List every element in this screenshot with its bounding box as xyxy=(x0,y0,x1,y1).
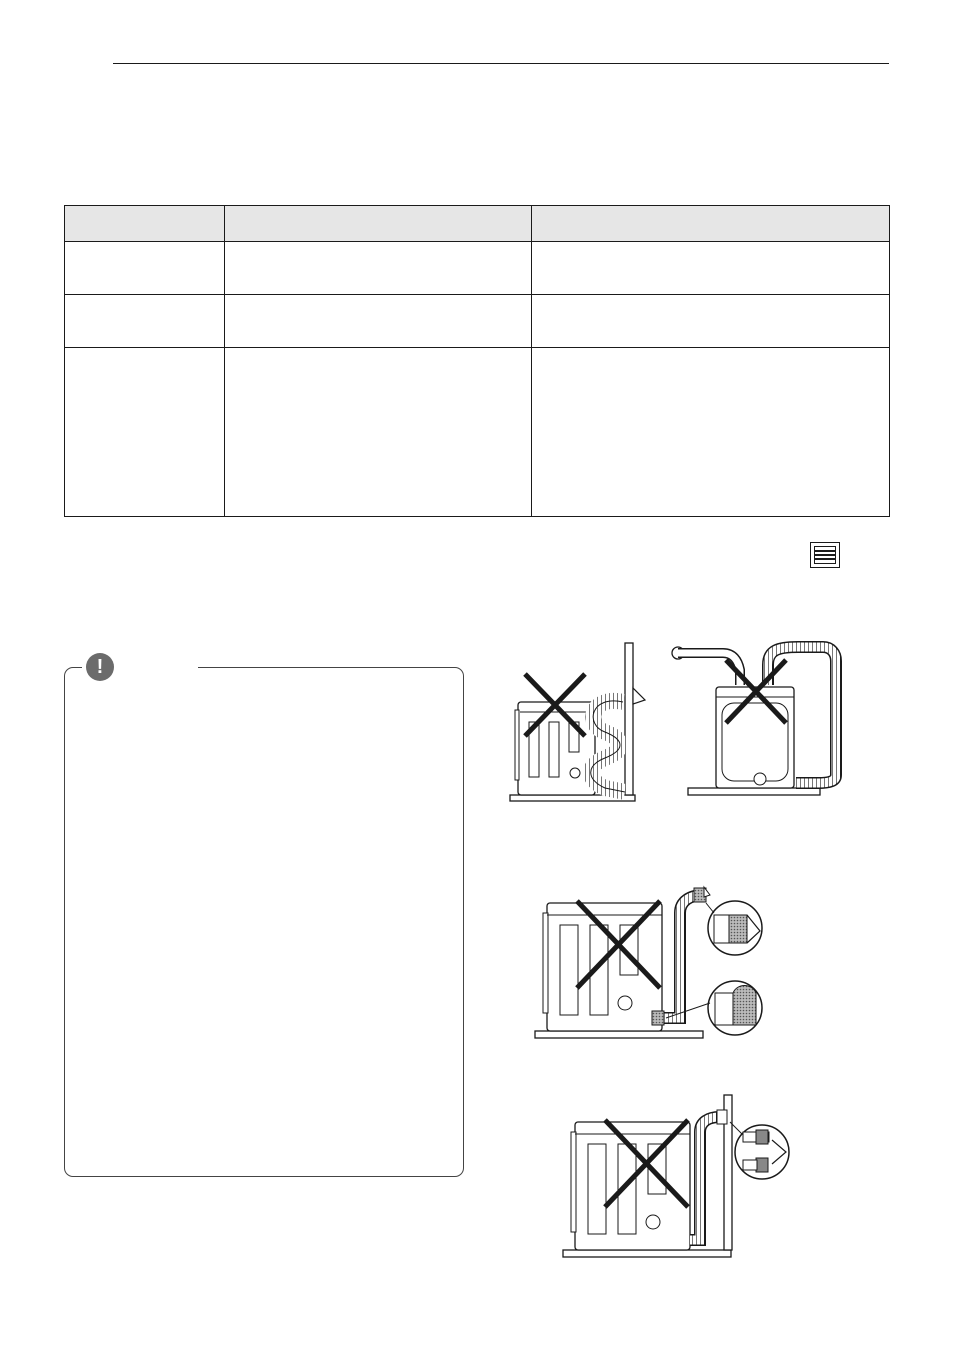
table-cell xyxy=(65,295,225,348)
spec-table xyxy=(64,205,890,517)
table-cell xyxy=(225,295,531,348)
table-row xyxy=(65,348,890,517)
table-header-cell xyxy=(225,206,531,242)
table-cell xyxy=(531,348,889,517)
table-cell xyxy=(65,242,225,295)
header-rule xyxy=(113,63,889,64)
table-cell xyxy=(65,348,225,517)
table-row xyxy=(65,242,890,295)
table-header-cell xyxy=(65,206,225,242)
table-cell xyxy=(531,242,889,295)
table-header-cell xyxy=(531,206,889,242)
exclamation-circle-icon: ! xyxy=(86,653,114,681)
table-header-row xyxy=(65,206,890,242)
figure-crushed-duct-side xyxy=(532,883,772,1043)
table-row xyxy=(65,295,890,348)
table-cell xyxy=(225,242,531,295)
note-box xyxy=(64,667,464,1177)
table-cell xyxy=(531,295,889,348)
figure-accordion-duct xyxy=(505,640,655,805)
menu-lines-icon xyxy=(810,542,840,568)
table-cell xyxy=(225,348,531,517)
figure-overhead-duct xyxy=(668,635,848,800)
figure-crushed-duct-wall xyxy=(560,1092,800,1262)
